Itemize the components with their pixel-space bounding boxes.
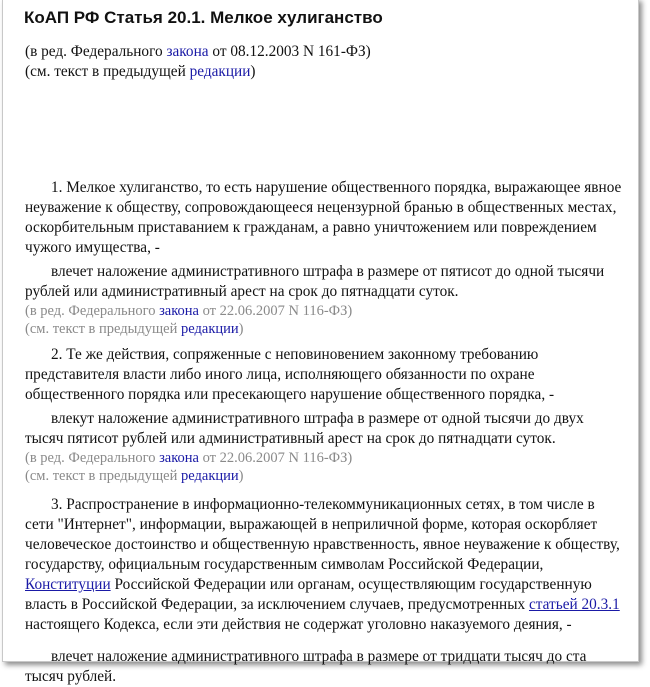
previous-edition-link[interactable]: редакции bbox=[181, 321, 239, 337]
edition-note bbox=[25, 62, 625, 82]
part-2-sanction: влекут наложение административного штрафа в размере от одной тысячи до двух тысяч пятисот рублей или административный арест на срок до пятнадцати суток. bbox=[25, 410, 584, 447]
note-text: (в ред. Федерального bbox=[25, 303, 160, 319]
edition-notes bbox=[25, 42, 625, 82]
part-3-sanction: влечет наложение административного штрафа в размере от тридцати тысяч до ста тысяч рублей. bbox=[25, 648, 587, 685]
note-text: (см. текст в предыдущей bbox=[25, 468, 182, 484]
part-3 bbox=[25, 495, 625, 687]
part-3-text bbox=[25, 495, 625, 635]
note-text: ) bbox=[238, 468, 244, 484]
note-text: (в ред. Федерального bbox=[25, 450, 160, 466]
text: настоящего Кодекса, если эти действия не содержат уголовно наказуемого деяния, - bbox=[25, 616, 572, 633]
part-2-notes bbox=[25, 449, 625, 485]
constitution-link[interactable]: Конституции bbox=[25, 576, 111, 593]
part-2-text: 2. Те же действия, сопряженные с неповиновением законному требованию представителя власти либо иного лица, исполняющего обязанности по охране общественного порядка или пресекающего нарушение общественного порядка, - bbox=[25, 346, 555, 403]
note-text: (см. текст в предыдущей bbox=[25, 63, 190, 80]
page-title: КоАП РФ Статья 20.1. Мелкое хулиганство bbox=[24, 8, 383, 27]
note-text: от 22.06.2007 N 116-ФЗ) bbox=[199, 303, 353, 319]
article-20-3-1-link[interactable]: статьей 20.3.1 bbox=[528, 596, 620, 613]
law-link[interactable]: закона bbox=[159, 450, 199, 466]
document-page bbox=[2, 0, 639, 685]
part-2 bbox=[25, 345, 625, 485]
previous-edition-link[interactable]: редакции bbox=[189, 63, 251, 80]
note-text: от 08.12.2003 N 161-ФЗ) bbox=[208, 43, 371, 60]
part-1-sanction: влечет наложение административного штрафа в размере от пятисот до одной тысячи рублей или административный арест на срок до пятнадцати суток. bbox=[25, 263, 605, 300]
part-1-text: 1. Мелкое хулиганство, то есть нарушение общественного порядка, выражающее явное неуважение к обществу, сопровождающееся нецензурной бранью в общественных местах, оскорбительным приставанием к гражданам, а равно уничтожением или повреждением чужого имущества, - bbox=[25, 179, 622, 256]
note-text: ) bbox=[238, 321, 244, 337]
note-text: от 22.06.2007 N 116-ФЗ) bbox=[199, 450, 353, 466]
previous-edition-link[interactable]: редакции bbox=[181, 468, 239, 484]
note-text: ) bbox=[250, 63, 256, 80]
note-text: (в ред. Федерального bbox=[25, 43, 167, 60]
part-1 bbox=[25, 178, 625, 338]
edition-note bbox=[25, 42, 625, 62]
note-text: (см. текст в предыдущей bbox=[25, 321, 182, 337]
text: 3. Распространение в информационно-телекоммуникационных сетях, в том числе в сети "Интернет", информации, выражающей в неприличной форме, которая оскорбляет человеческое достоинство и общественную нравственность, явное неуважение к обществу, государству, официальным государственным символам Российской Федерации, bbox=[25, 496, 620, 573]
law-link[interactable]: закона bbox=[159, 303, 199, 319]
text: Российской Федерации или органам, осуществляющим государственную власть в Российской Федерации, за исключением случаев, предусмотренных bbox=[25, 576, 592, 613]
law-link[interactable]: закона bbox=[166, 43, 209, 60]
part-1-notes bbox=[25, 302, 625, 338]
